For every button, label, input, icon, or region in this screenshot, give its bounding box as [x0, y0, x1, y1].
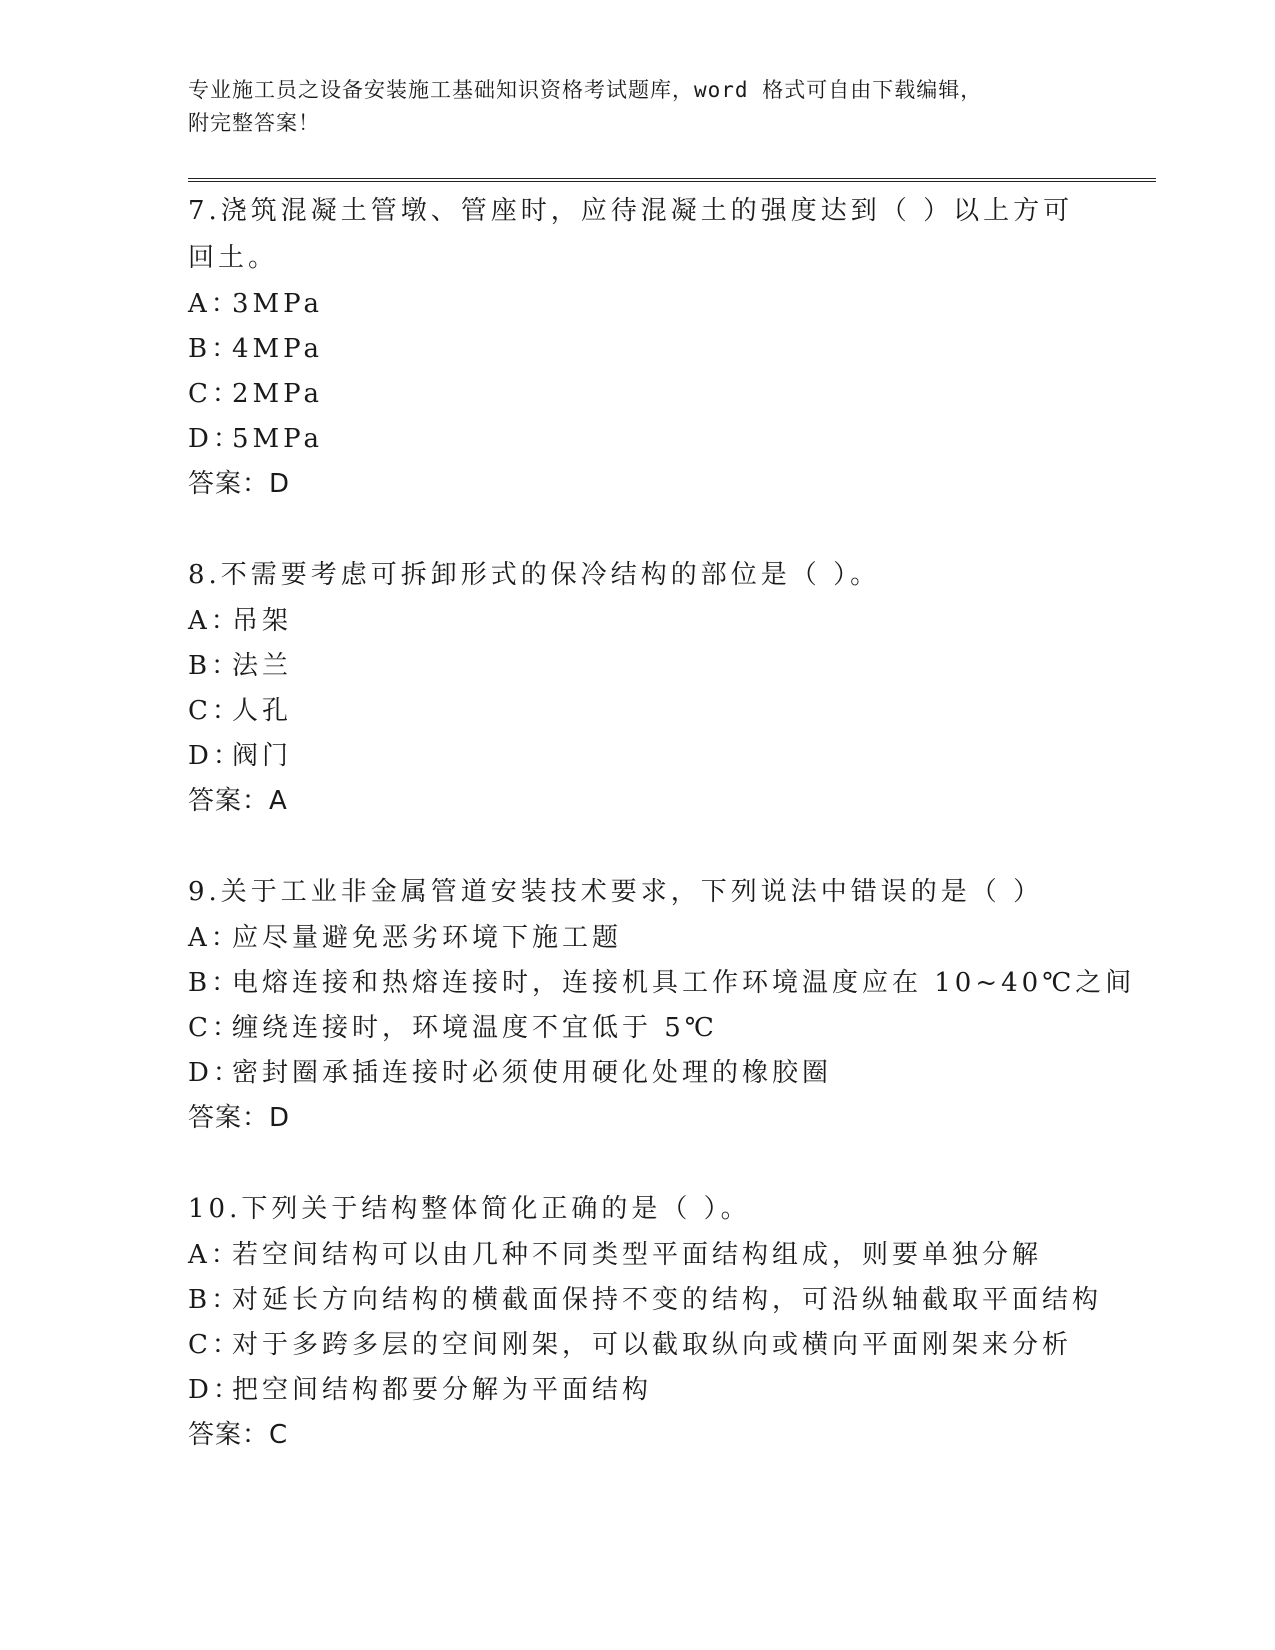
option-c — [188, 372, 1088, 417]
option-b — [188, 1278, 1103, 1323]
option-letter: C： — [188, 696, 242, 726]
option-text: 应尽量避免恶劣环境下施工题 — [232, 923, 623, 953]
option-letter: B： — [188, 334, 242, 364]
option-b — [188, 327, 1088, 372]
option-a — [188, 1233, 1088, 1278]
option-text: 电熔连接和热熔连接时，连接机具工作环境温度应在 10~40℃之间 — [232, 968, 1136, 998]
option-letter: D： — [188, 741, 243, 771]
option-a — [188, 282, 1088, 327]
header-line-2: 附完整答案！ — [188, 111, 320, 135]
header-divider — [188, 178, 1156, 182]
answer: 答案：A — [188, 786, 288, 816]
option-c — [188, 689, 1088, 734]
question-stem: 8.不需要考虑可拆卸形式的保冷结构的部位是（ ）。 — [188, 560, 881, 590]
question-10 — [188, 1186, 1103, 1458]
document-header — [188, 74, 1088, 140]
option-letter: C： — [188, 1013, 242, 1043]
option-text: 5MPa — [232, 424, 323, 454]
option-text: 3MPa — [232, 289, 323, 319]
option-text: 人孔 — [232, 696, 293, 726]
option-d — [188, 1368, 1088, 1413]
question-9 — [188, 869, 1136, 1141]
option-letter: B： — [188, 968, 242, 998]
option-text: 2MPa — [232, 379, 323, 409]
option-a — [188, 599, 1088, 644]
option-letter: D： — [188, 1375, 243, 1405]
option-letter: B： — [188, 651, 242, 681]
option-letter: A： — [188, 923, 241, 953]
answer: 答案：D — [188, 469, 291, 499]
option-letter: A： — [188, 289, 241, 319]
option-c — [188, 1323, 1088, 1368]
option-text: 若空间结构可以由几种不同类型平面结构组成，则要单独分解 — [232, 1240, 1043, 1270]
option-letter: A： — [188, 1240, 241, 1270]
option-c — [188, 1006, 1088, 1051]
option-text: 吊架 — [232, 606, 293, 636]
option-b — [188, 961, 1136, 1006]
option-letter: B： — [188, 1285, 242, 1315]
answer: 答案：C — [188, 1420, 289, 1450]
answer: 答案：D — [188, 1103, 291, 1133]
question-7 — [188, 188, 1088, 507]
option-text: 对延长方向结构的横截面保持不变的结构，可沿纵轴截取平面结构 — [232, 1285, 1103, 1315]
option-d — [188, 417, 1088, 462]
option-text: 法兰 — [232, 651, 293, 681]
option-text: 4MPa — [232, 334, 323, 364]
option-letter: C： — [188, 1330, 242, 1360]
option-text: 对于多跨多层的空间刚架，可以截取纵向或横向平面刚架来分析 — [232, 1330, 1073, 1360]
option-letter: D： — [188, 1058, 243, 1088]
option-letter: A： — [188, 606, 241, 636]
option-d — [188, 1051, 1088, 1096]
option-b — [188, 644, 1088, 689]
option-letter: C： — [188, 379, 242, 409]
question-list — [188, 188, 1136, 1458]
question-stem: 10.下列关于结构整体简化正确的是（ ）。 — [188, 1194, 751, 1224]
question-stem: 7.浇筑混凝土管墩、管座时，应待混凝土的强度达到（ ）以上方可回土。 — [188, 196, 1074, 273]
option-letter: D： — [188, 424, 243, 454]
option-text: 密封圈承插连接时必须使用硬化处理的橡胶圈 — [232, 1058, 833, 1088]
option-text: 缠绕连接时，环境温度不宜低于 5℃ — [232, 1013, 718, 1043]
question-8 — [188, 552, 1088, 824]
question-stem: 9.关于工业非金属管道安装技术要求，下列说法中错误的是（ ） — [188, 877, 1044, 907]
option-text: 阀门 — [232, 741, 293, 771]
option-a — [188, 916, 1088, 961]
option-d — [188, 734, 1088, 779]
option-text: 把空间结构都要分解为平面结构 — [232, 1375, 653, 1405]
header-line-1: 专业施工员之设备安装施工基础知识资格考试题库，word 格式可自由下载编辑， — [188, 78, 983, 102]
